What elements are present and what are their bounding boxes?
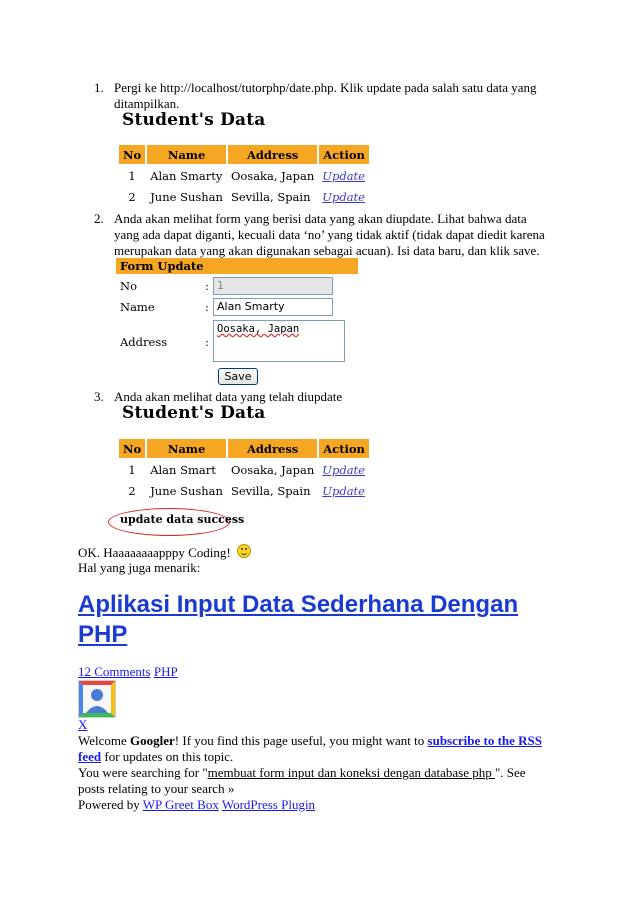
greetbox-powered [78, 797, 315, 813]
close-link[interactable]: X [78, 717, 88, 732]
cell-no: 2 [128, 483, 136, 498]
article-meta [78, 664, 178, 680]
search-text: ". See posts relating to your search » [78, 765, 526, 796]
col-name: Name [147, 439, 226, 458]
article-title-link[interactable]: Aplikasi Input Data Sederhana Dengan PHP [78, 591, 519, 648]
step-text: Anda akan melihat data yang telah diupdate [114, 389, 343, 404]
label-no: No [120, 279, 137, 293]
welcome-text: ! If you find this page useful, you might want to [174, 733, 428, 748]
table-row [119, 166, 369, 185]
col-no: No [119, 439, 145, 458]
search-query-link[interactable]: membuat form input dan koneksi dengan database php [207, 765, 495, 780]
colon: : [205, 335, 209, 349]
update-link[interactable]: Update [322, 168, 365, 183]
rss-link[interactable]: subscribe to the RSS feed [78, 733, 543, 764]
address-textarea[interactable] [213, 320, 345, 362]
smiley-icon [237, 544, 251, 558]
greetbox-welcome [78, 733, 548, 765]
table-header-row [119, 145, 369, 164]
step-text: Pergi ke http://localhost/tutorphp/date.php. Klik update pada salah satu data yang ditampilkan. [114, 80, 537, 111]
category-link[interactable]: PHP [153, 664, 178, 679]
visitor-name: Googler [130, 733, 175, 748]
update-link[interactable]: Update [322, 483, 365, 498]
ok-line [78, 544, 251, 561]
powered-text: Powered by [78, 797, 143, 812]
students-table-after [117, 437, 371, 502]
update-success-message: update data success [120, 513, 245, 526]
step-text: Anda akan melihat form yang berisi data yang akan diupdate. Lihat bahwa data yang ada dapat diganti, kecuali data ‘no’ yang tidak aktif (tidak dapat diedit karena merupakan data yang akan digunakan sebagai acuan). Isi data baru, dan klik save. [114, 211, 545, 258]
step-number: 2. [94, 211, 104, 226]
cell-no: 2 [128, 189, 136, 204]
col-action: Action [319, 439, 369, 458]
table-row [119, 460, 369, 479]
table-row [119, 481, 369, 500]
step-number: 3. [94, 389, 104, 404]
table-title: Student's Data [122, 110, 266, 130]
greetbox-search [78, 765, 553, 797]
cell-name: June Sushan [150, 483, 223, 498]
table-title: Student's Data [122, 403, 266, 423]
address-value: Oosaka, Japan [217, 323, 300, 335]
step-number: 1. [94, 80, 104, 95]
welcome-text: Welcome [78, 733, 131, 748]
col-address: Address [228, 145, 317, 164]
no-input: 1 [213, 277, 333, 295]
cell-address: Oosaka, Japan [230, 168, 315, 183]
students-table-before [117, 143, 371, 208]
colon: : [205, 279, 209, 293]
table-header-row [119, 439, 369, 458]
search-text: You were searching for " [78, 765, 208, 780]
colon: : [205, 300, 209, 314]
cell-address: Sevilla, Spain [230, 189, 311, 204]
greetbox-close-row [78, 717, 87, 733]
related-heading: Hal yang juga menarik: [78, 560, 201, 575]
update-link[interactable]: Update [322, 462, 365, 477]
google-icon [78, 680, 116, 718]
col-address: Address [228, 439, 317, 458]
col-no: No [119, 145, 145, 164]
col-name: Name [147, 145, 226, 164]
ok-text: OK. Haaaaaaaapppy Coding! [78, 545, 231, 560]
col-action: Action [319, 145, 369, 164]
form-update-header: Form Update [116, 258, 358, 274]
wordpress-plugin-link[interactable]: WordPress Plugin [221, 797, 316, 812]
cell-address: Sevilla, Spain [230, 483, 311, 498]
name-input[interactable]: Alan Smarty [213, 298, 333, 316]
cell-address: Oosaka, Japan [230, 462, 315, 477]
label-name: Name [120, 300, 155, 314]
welcome-text: for updates on this topic. [101, 749, 234, 764]
cell-no: 1 [128, 168, 136, 183]
cell-name: Alan Smarty [150, 168, 223, 183]
update-link[interactable]: Update [322, 189, 365, 204]
cell-name: Alan Smart [150, 462, 216, 477]
wp-greet-box-link[interactable]: WP Greet Box [142, 797, 219, 812]
save-button[interactable]: Save [218, 368, 258, 385]
comments-link[interactable]: 12 Comments [78, 664, 151, 679]
table-row [119, 187, 369, 206]
cell-no: 1 [128, 462, 136, 477]
label-address: Address [120, 335, 168, 349]
cell-name: June Sushan [150, 189, 223, 204]
